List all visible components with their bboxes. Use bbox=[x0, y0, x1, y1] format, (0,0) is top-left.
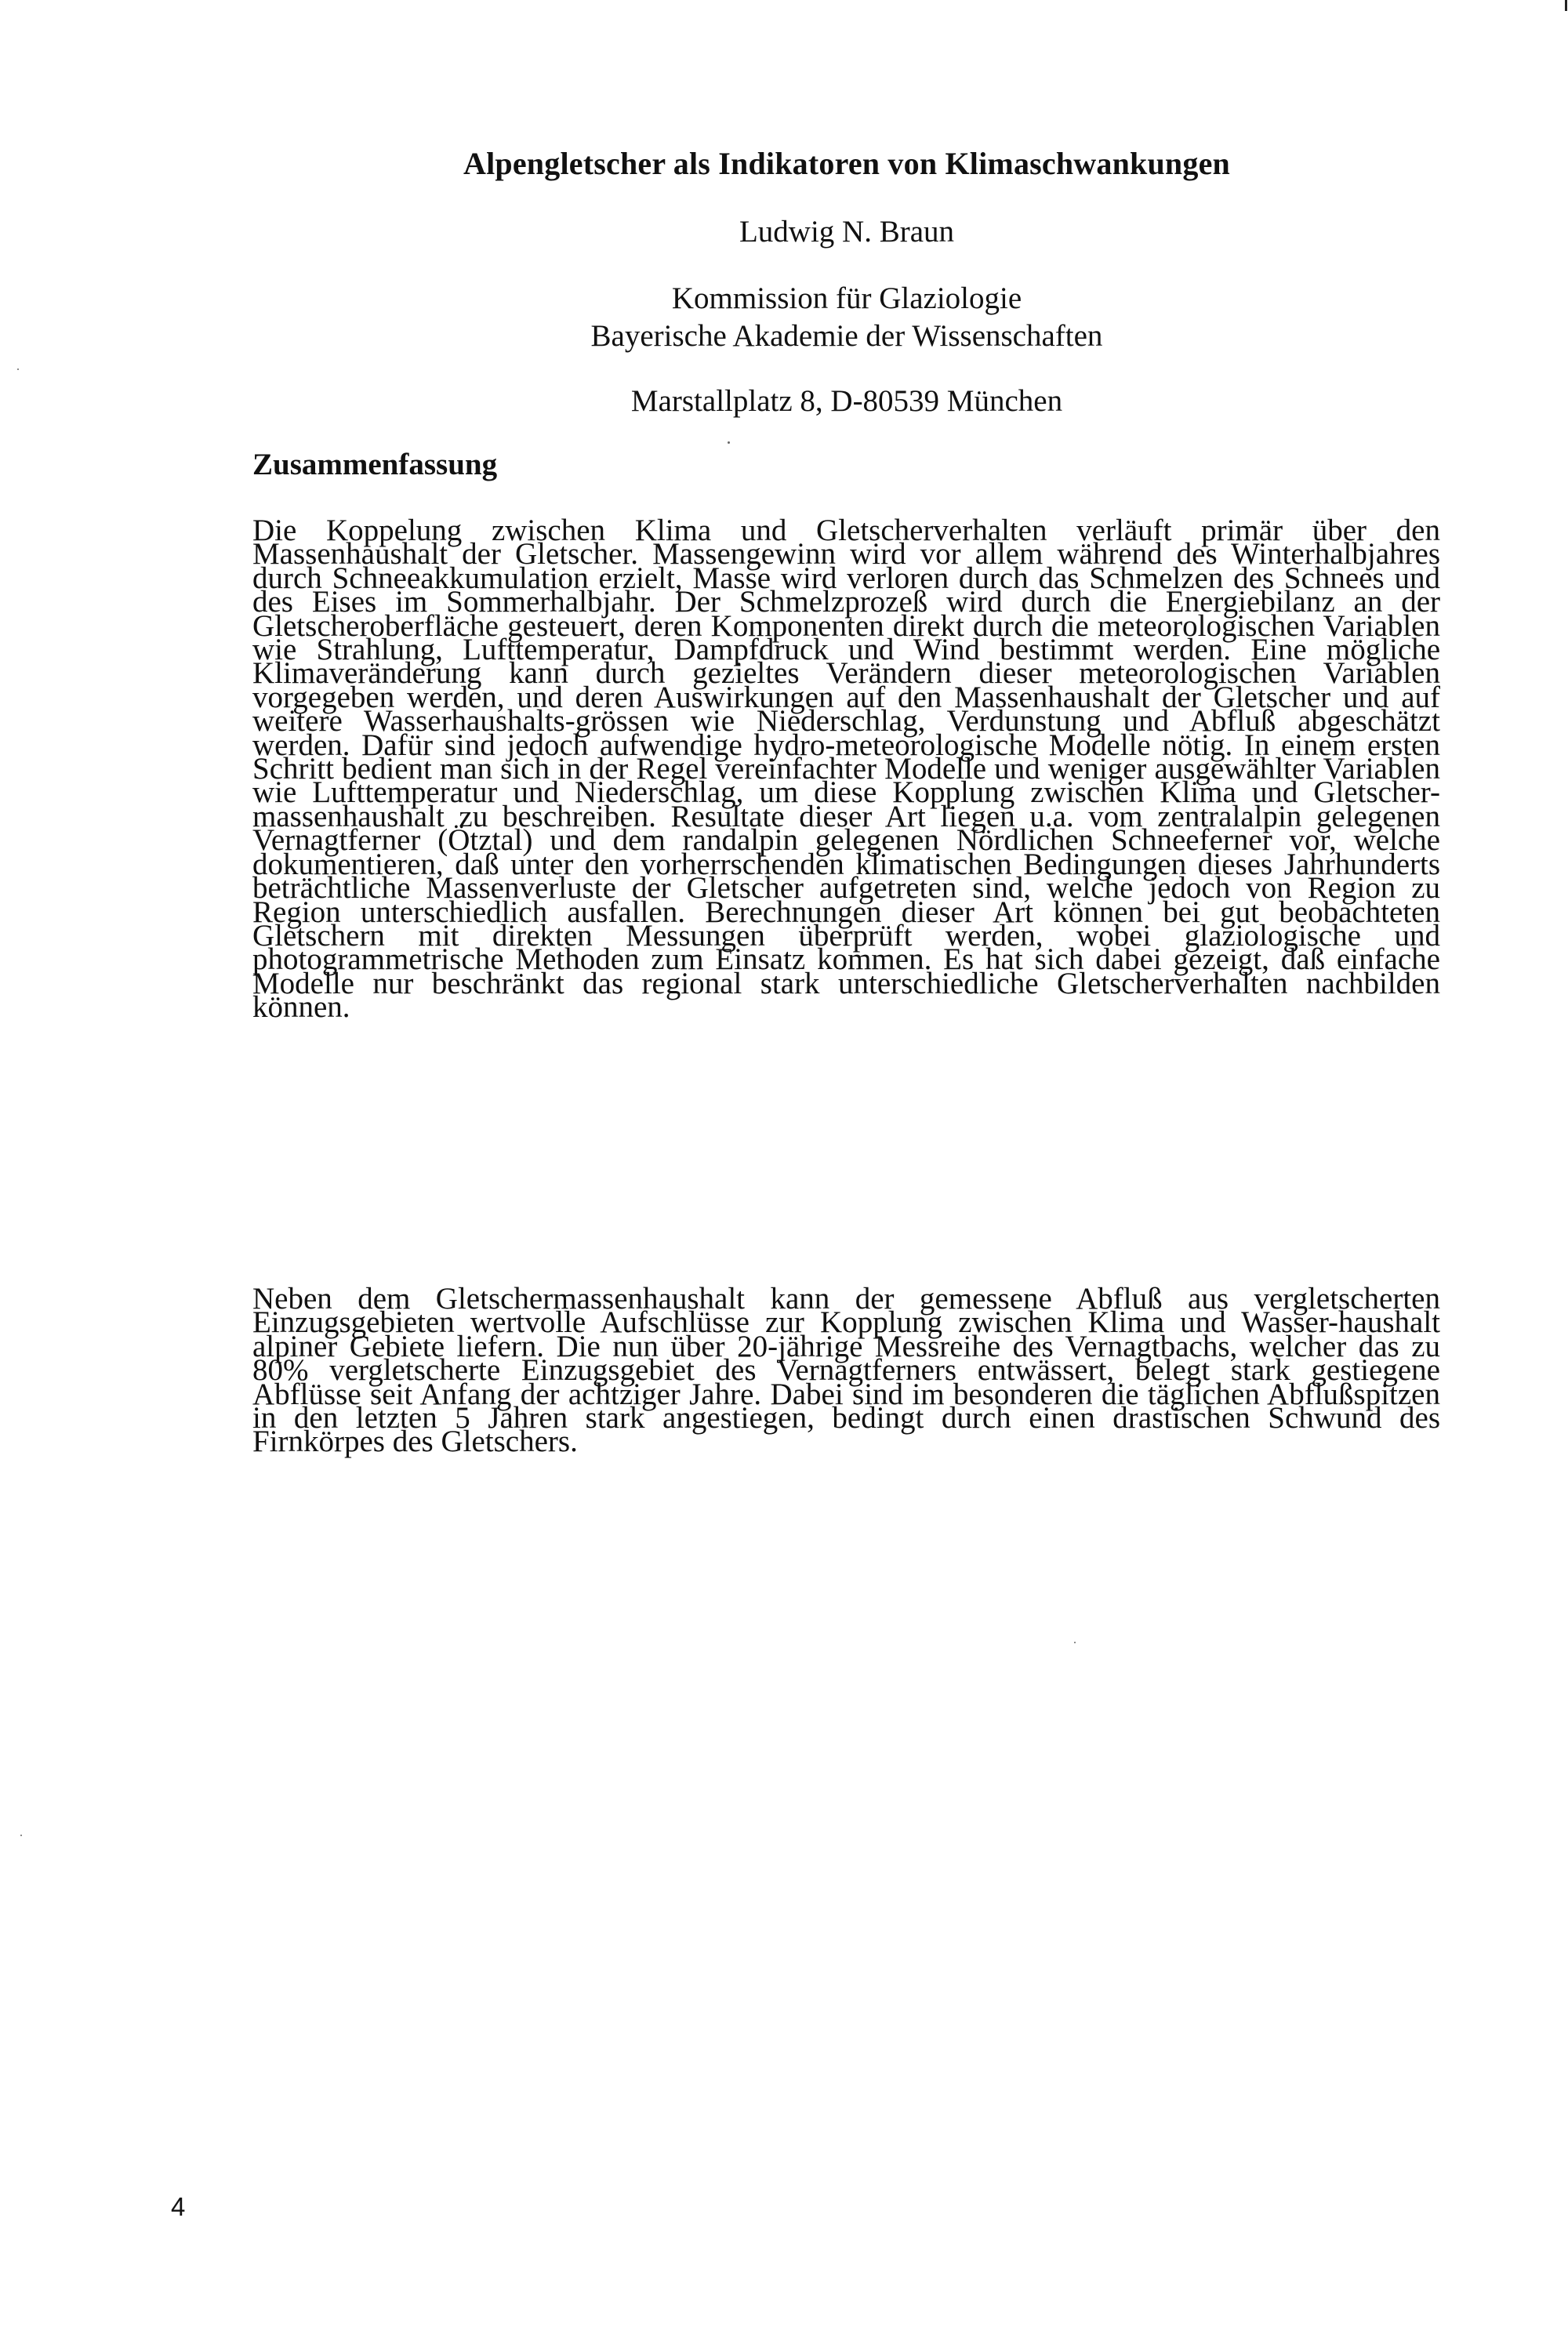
author-address: Marstallplatz 8, D-80539 München bbox=[630, 384, 1063, 418]
scan-speck bbox=[1074, 1642, 1076, 1643]
scan-speck bbox=[728, 441, 730, 444]
author-name: Ludwig N. Braun bbox=[739, 215, 955, 249]
page-number: 4 bbox=[171, 2192, 186, 2221]
summary-paragraph-2: Neben dem Gletschermassenhaushalt kann der gemessene Abfluß aus vergletscherten Einzugsgebieten wertvolle Aufschlüsse zur Kopplung zwischen Klima und Wasser-haushalt alpiner Gebiete liefern. Die nun über 20-jährige Messreihe des Vernagtbachs, welcher das zu 80% vergletscherte Einzugsgebiet des Vernagtferners entwässert, belegt stark gestiegene Abflüsse seit Anfang der achtziger Jahre. Dabei sind im besonderen die täglichen Abflußspitzen in den letzten 5 Jahren stark angestiegen, bedingt durch einen drastischen Schwund des Firnkörpes des Gletschers. bbox=[252, 1282, 1440, 1459]
affiliation-line-2: Bayerische Akademie der Wissenschaften bbox=[590, 319, 1103, 353]
author-affiliation bbox=[235, 280, 1458, 355]
section-heading-summary: Zusammenfassung bbox=[252, 448, 498, 481]
paper-title: Alpengletscher als Indikatoren von Klimaschwankungen bbox=[463, 146, 1230, 181]
summary-paragraph-1: Die Koppelung zwischen Klima und Gletscherverhalten verläuft primär über den Massenhaushalt der Gletscher. Massengewinn wird vor allem während des Winterhalbjahres durch Schneeakkumulation erzielt, Masse wird verloren durch das Schmelzen des Schnees und des Eises im Sommerhalbjahr. Der Schmelzprozeß wird durch die Energiebilanz an der Gletscheroberfläche gesteuert, deren Komponenten direkt durch die meteorologischen Variablen wie Strahlung, Lufttemperatur, Dampfdruck und Wind bestimmt werden. Eine mögliche Klimaveränderung kann durch gezieltes Verändern dieser meteorologischen Variablen vorgegeben werden, und deren Auswirkungen auf den Massenhaushalt der Gletscher und auf weitere Wasserhaushalts-grössen wie Niederschlag, Verdunstung und Abfluß abgeschätzt werden. Dafür sind jedoch aufwendige hydro-meteorologische Modelle nötig. In einem ersten Schritt bedient man sich in der Regel vereinfachter Modelle und weniger ausgewählter Variablen wie Lufttemperatur und Niederschlag, um diese Kopplung zwischen Klima und Gletscher-massenhaushalt zu beschreiben. Resultate dieser Art liegen u.a. vom zentralalpin gelegenen Vernagtferner (Ötztal) und dem randalpin gelegenen Nördlichen Schneeferner vor, welche dokumentieren, daß unter den vorherrschenden klimatischen Bedingungen dieses Jahrhunderts beträchtliche Massenverluste der Gletscher aufgetreten sind, welche jedoch von Region zu Region unterschiedlich ausfallen. Berechnungen dieser Art können bei gut beobachteten Gletschern mit direkten Messungen überprüft werden, wobei glaziologische und photogrammetrische Methoden zum Einsatz kommen. Es hat sich dabei gezeigt, daß einfache Modelle nur beschränkt das regional stark unterschiedliche Gletscherverhalten nachbilden können. bbox=[252, 514, 1440, 1025]
scan-speck bbox=[17, 368, 19, 370]
scan-edge-mark bbox=[1565, 0, 1567, 11]
scan-speck bbox=[20, 1835, 22, 1836]
affiliation-line-1: Kommission für Glaziologie bbox=[671, 281, 1022, 315]
